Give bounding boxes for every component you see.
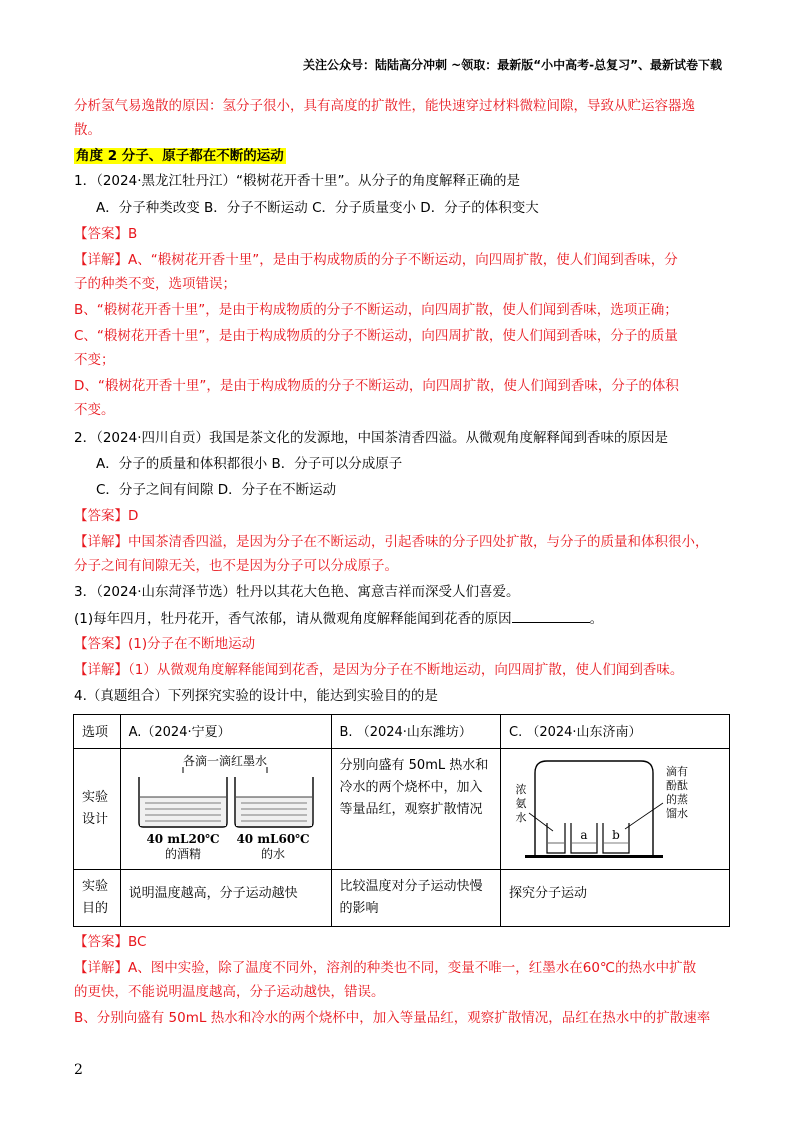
text-line: 散。 [74,122,101,138]
question-1-answer: 【答案】B [74,226,138,242]
question-2: 2．（2024·四川自贡）我国是茶文化的发源地，中国茶清香四溢。从微观角度解释闻到香味的原因是 [74,430,668,446]
figure-label: 各滴一滴红墨水 [182,754,267,768]
option-c-purpose: 探究分子运动 [501,870,730,927]
row-label-line: 目的 [82,901,109,916]
svg-text:滴有: 滴有 [666,765,688,778]
page-number: 2 [74,1062,83,1078]
beaker-left [139,777,227,827]
row-label [74,749,121,870]
beaker-a [571,823,597,853]
explanation-line: 【详解】中国茶清香四溢，是因为分子在不断运动，引起香味的分子四处扩散，与分子的质量和体积很小， [74,534,709,550]
explanation-line: 【详解】（1）从微观角度解释能闻到花香，是因为分子在不断地运动，向四周扩散，使人们闻到香味。 [74,662,684,678]
row-label-line: 设计 [82,812,109,827]
beaker-small [547,823,565,853]
explanation-line: 的更快，不能说明温度越高，分子运动越快，错误。 [74,984,385,1000]
svg-text:的蒸: 的蒸 [666,793,688,806]
svg-text:水: 水 [515,811,527,824]
beaker-b [603,823,629,853]
explanation-line: 【详解】A、“椴树花开香十里”，是由于构成物质的分子不断运动，向四周扩散，使人们闻到香味，分 [74,252,678,268]
answer-blank [512,608,590,623]
question-4: 4.（真题组合）下列探究实验的设计中，能达到实验目的的是 [74,688,438,704]
question-1-options: A．分子种类改变 B．分子不断运动 C．分子质量变小 D．分子的体积变大 [96,200,539,216]
question-3-sub [74,608,603,629]
option-b-header: B. （2024·山东潍坊） [331,715,500,749]
figure-label-right [666,765,688,820]
option-c-header: C. （2024·山东济南） [501,715,730,749]
explanation-line: 子的种类不变，选项错误； [74,276,236,292]
question-2-answer: 【答案】D [74,508,139,524]
option-b-purpose: 比较温度对分子运动快慢的影响 [331,870,500,927]
explanation-line: 不变； [74,352,115,368]
row-label-line: 实验 [82,790,109,805]
question-3-sub-text: (1)每年四月，牡丹花开，香气浓郁，请从微观角度解释能闻到花香的原因 [74,611,512,627]
svg-text:浓: 浓 [515,783,527,796]
explanation-line: B、“椴树花开香十里”，是由于构成物质的分子不断运动，向四周扩散，使人们闻到香味，选项正确； [74,302,678,318]
question-1: 1．（2024·黑龙江牡丹江）“椴树花开香十里”。从分子的角度解释正确的是 [74,173,520,189]
question-2-options: A．分子的质量和体积都很小 B．分子可以分成原子 [96,456,403,472]
page-header: 关注公众号：陆陆高分冲刺 ~领取：最新版“小中高考-总复习”、最新试卷下载 [303,58,722,72]
punctuation: 。 [589,611,604,627]
beakers-figure [125,751,325,863]
option-a-design [120,749,331,870]
svg-text:b: b [612,828,620,842]
text-line: 分析氢气易逸散的原因：氢分子很小，具有高度的扩散性，能快速穿过材料微粒间隙，导致从贮运容器逸 [74,98,695,114]
experiment-table [73,714,730,927]
figure-label: 的酒精 [164,847,201,861]
explanation-line: 分子之间有间隙无关，也不是因为分子可以分成原子。 [74,558,398,574]
beaker-right [235,777,313,827]
option-b-design: 分别向盛有 50mL 热水和冷水的两个烧杯中，加入等量品红，观察扩散情况 [331,749,500,870]
explanation-line: 不变。 [74,402,115,418]
option-c-design [501,749,730,870]
svg-text:馏水: 馏水 [666,807,688,820]
bell-jar-figure [505,751,725,863]
explanation-line: 【详解】A、图中实验，除了温度不同外，溶剂的种类也不同，变量不唯一，红墨水在60℃的热水中扩散 [74,960,697,976]
figure-label: 40 mL20℃ [146,832,220,846]
row-label [74,870,121,927]
question-3-answer: 【答案】(1)分子在不断地运动 [74,636,256,652]
figure-label: 的水 [260,847,285,861]
explanation-line: D、“椴树花开香十里”，是由于构成物质的分子不断运动，向四周扩散，使人们闻到香味，分子的体积 [74,378,679,394]
explanation-line: B、分别向盛有 50mL 热水和冷水的两个烧杯中，加入等量品红，观察扩散情况，品红在热水中的扩散速率 [74,1010,711,1026]
option-a-header: A.（2024·宁夏） [120,715,331,749]
figure-label-left [516,782,527,824]
svg-text:酚酞: 酚酞 [666,779,688,792]
table-header-cell: 选项 [74,715,121,749]
figure-label: 40 mL60℃ [236,832,310,846]
row-label-line: 实验 [82,879,109,894]
svg-text:a: a [580,828,588,842]
question-4-answer: 【答案】BC [74,934,147,950]
question-2-options: C．分子之间有间隙 D．分子在不断运动 [96,482,337,498]
question-3: 3．（2024·山东菏泽节选）牡丹以其花大色艳、寓意吉祥而深受人们喜爱。 [74,584,520,600]
explanation-line: C、“椴树花开香十里”，是由于构成物质的分子不断运动，向四周扩散，使人们闻到香味，分子的质量 [74,328,678,344]
section-title: 角度 2 分子、原子都在不断的运动 [76,148,284,164]
svg-text:氨: 氨 [515,797,527,810]
option-a-purpose: 说明温度越高，分子运动越快 [120,870,331,927]
